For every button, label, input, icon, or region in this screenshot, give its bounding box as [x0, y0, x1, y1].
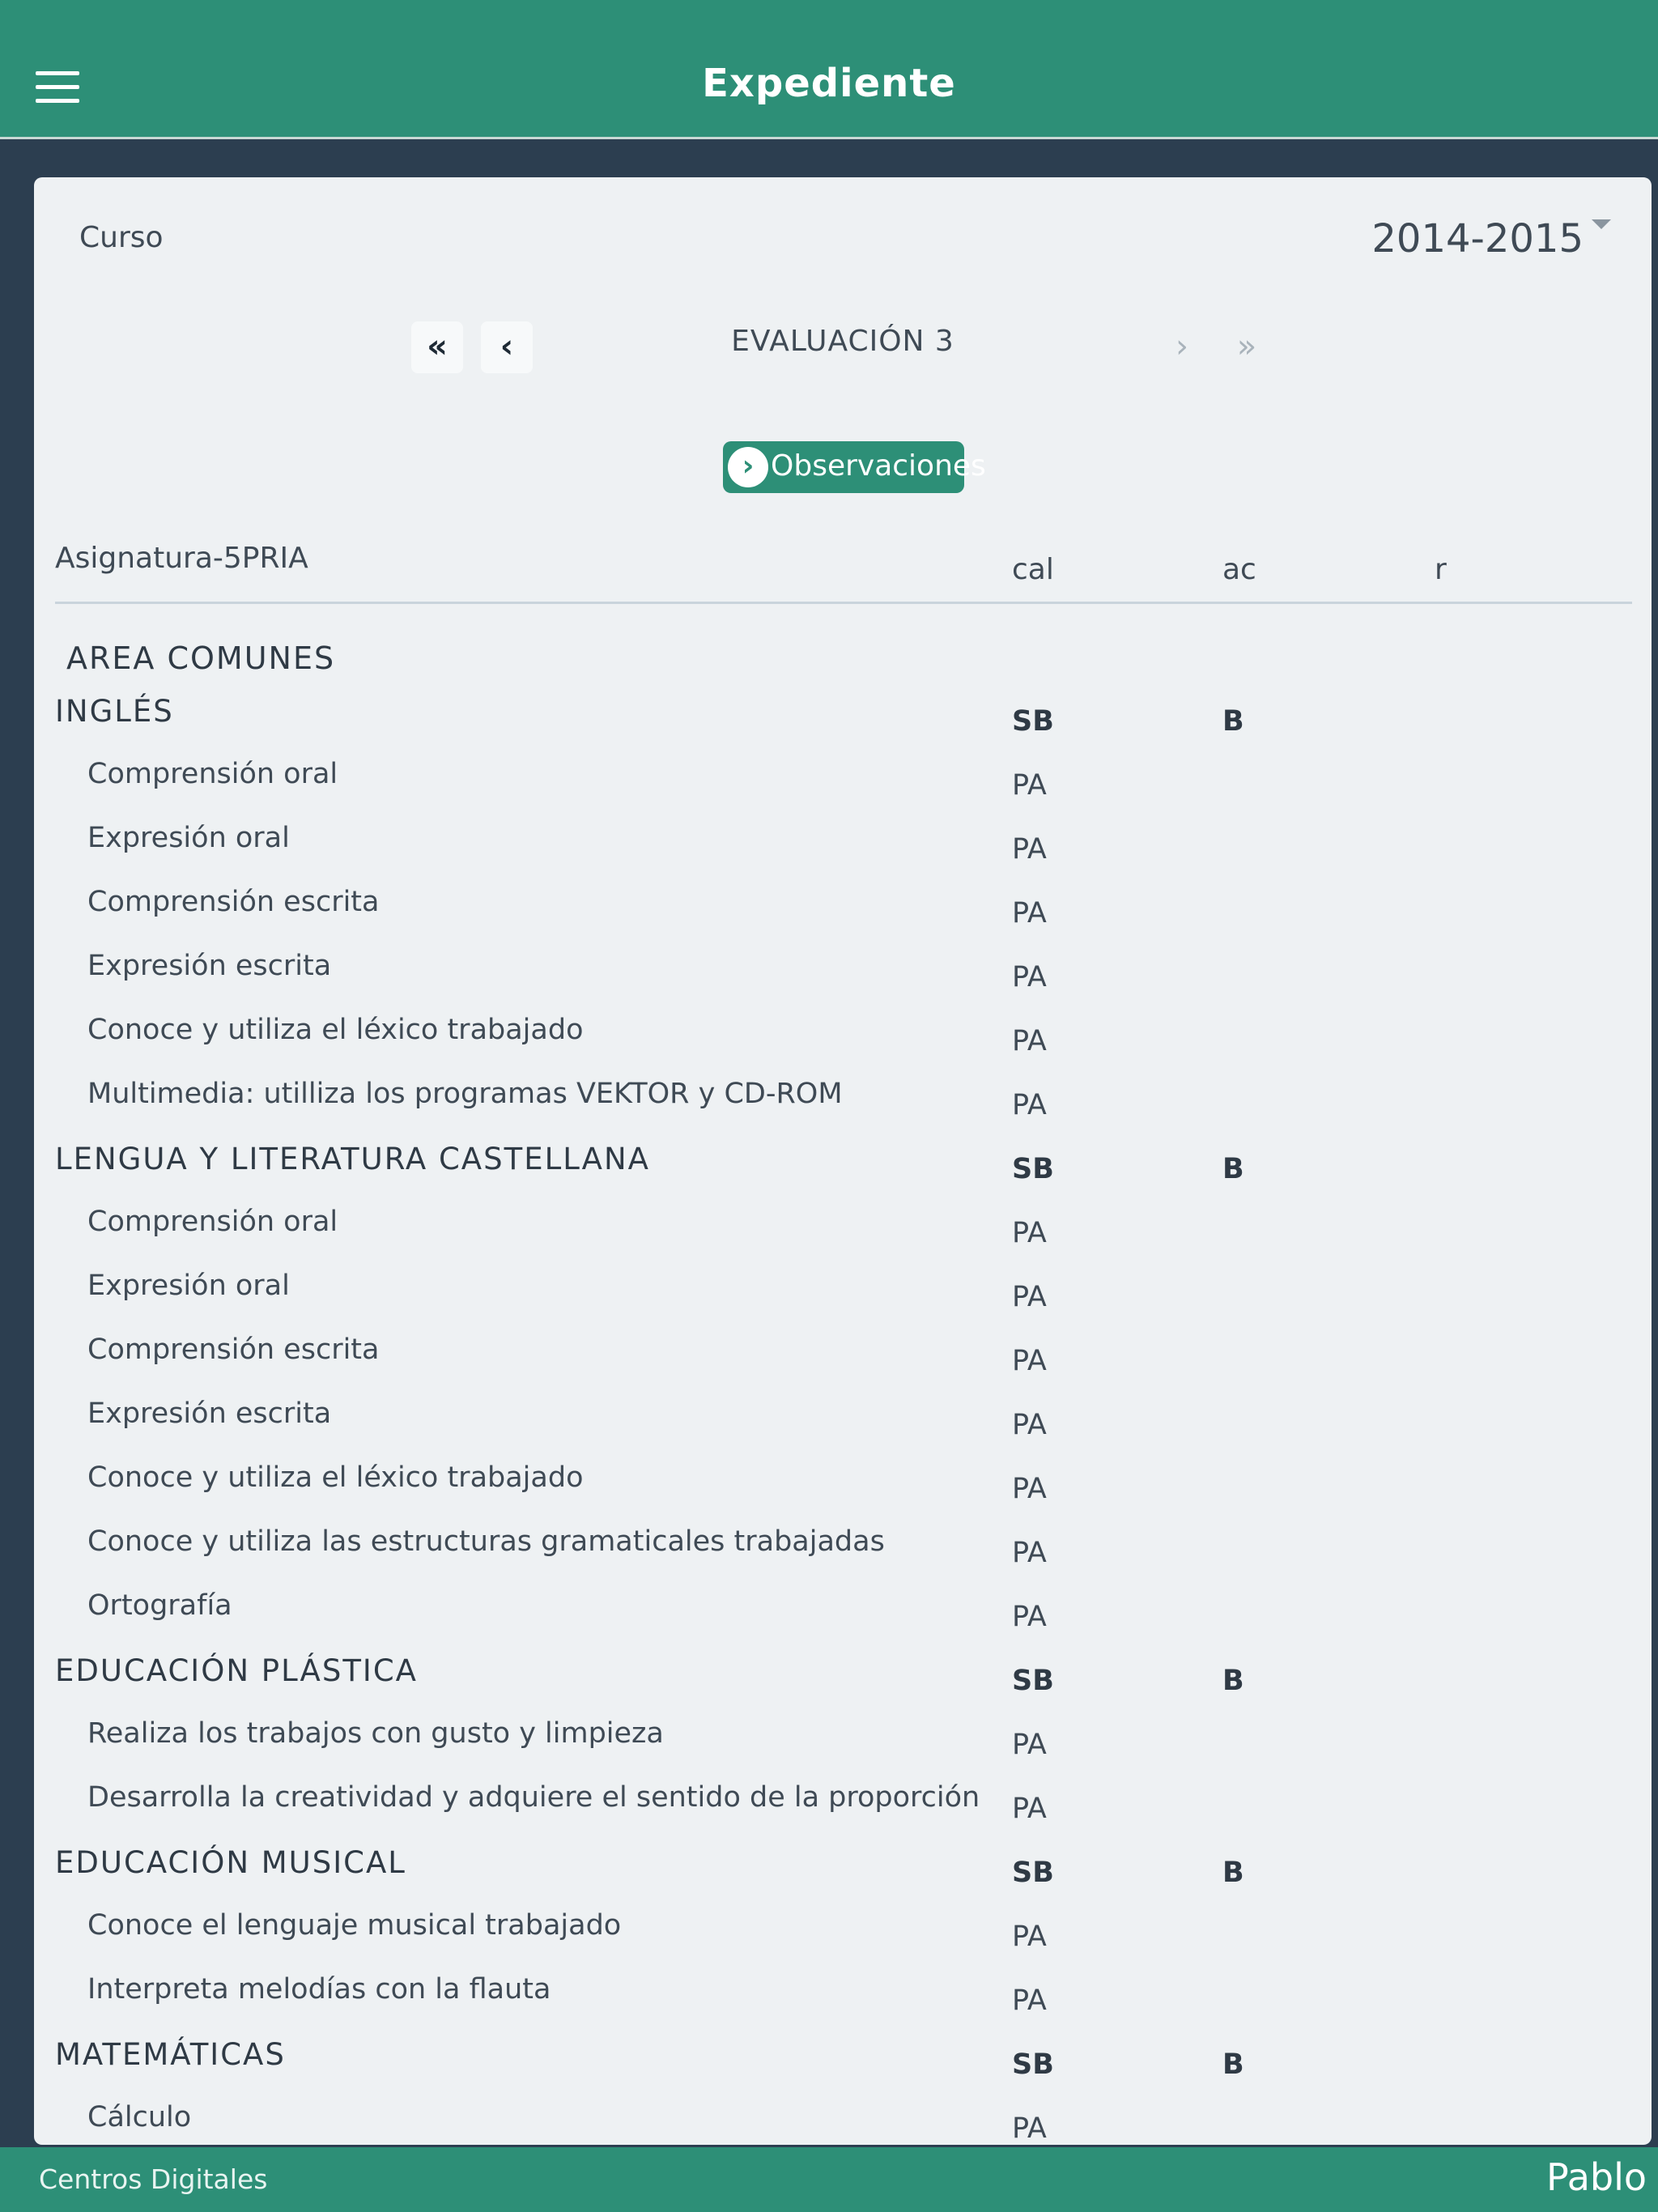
grade-cal: PA [1012, 833, 1047, 866]
subject-row [34, 2037, 1652, 2101]
criterion-name: Expresión escrita [87, 1397, 332, 1430]
column-header-subject: Asignatura-5PRIA [55, 542, 308, 575]
grade-ac: B [1222, 1153, 1244, 1185]
subject-row [34, 1142, 1652, 1206]
criterion-name: Interpreta melodías con la flauta [87, 1973, 551, 2006]
year-select[interactable] [1371, 216, 1611, 262]
curso-label: Curso [79, 221, 164, 254]
grade-cal: SB [1012, 1857, 1054, 1889]
criterion-row [34, 1078, 1652, 1142]
criterion-row [34, 1525, 1652, 1589]
grade-cal: SB [1012, 2048, 1054, 2081]
grade-cal: PA [1012, 1601, 1047, 1633]
criterion-row [34, 822, 1652, 886]
grade-cal: SB [1012, 1153, 1054, 1185]
criterion-row [34, 950, 1652, 1014]
criterion-name: Conoce el lenguaje musical trabajado [87, 1909, 622, 1942]
criterion-name: Conoce y utiliza el léxico trabajado [87, 1461, 584, 1494]
prev-evaluation-button[interactable]: ‹ [481, 321, 533, 373]
grade-cal: PA [1012, 1281, 1047, 1313]
criterion-name: Comprensión escrita [87, 1334, 380, 1366]
grade-ac: B [1222, 1665, 1244, 1697]
criterion-row [34, 1589, 1652, 1653]
grade-cal: PA [1012, 1984, 1047, 2017]
grade-ac: B [1222, 1857, 1244, 1889]
subject-row [34, 1845, 1652, 1909]
criterion-name: Ortografía [87, 1589, 232, 1622]
criterion-name: Comprensión oral [87, 1206, 338, 1238]
criterion-row [34, 1014, 1652, 1078]
grade-cal: PA [1012, 1921, 1047, 1953]
caret-down-icon [1592, 219, 1611, 229]
criterion-name: Expresión escrita [87, 950, 332, 982]
criterion-name: Desarrolla la creatividad y adquiere el sentido de la proporción [87, 1781, 980, 1814]
user-name: Pablo [1546, 2155, 1647, 2199]
first-evaluation-button[interactable]: « [411, 321, 463, 373]
subject-name: LENGUA Y LITERATURA CASTELLANA [55, 1142, 650, 1176]
expediente-card [34, 177, 1652, 2145]
criterion-row [34, 1909, 1652, 1973]
subject-name: MATEMÁTICAS [55, 2037, 286, 2072]
column-header-cal: cal [1012, 553, 1054, 586]
criterion-row [34, 1270, 1652, 1334]
grade-ac: B [1222, 705, 1244, 738]
table-header-divider [55, 602, 1632, 604]
subject-name: INGLÉS [55, 694, 174, 729]
grade-cal: PA [1012, 769, 1047, 802]
evaluation-label: EVALUACIÓN 3 [731, 325, 954, 358]
grade-cal: PA [1012, 1473, 1047, 1505]
criterion-row [34, 1717, 1652, 1781]
grade-cal: PA [1012, 1217, 1047, 1249]
grade-cal: PA [1012, 1345, 1047, 1377]
criterion-row [34, 1334, 1652, 1397]
grade-cal: PA [1012, 1537, 1047, 1569]
grade-cal: SB [1012, 705, 1054, 738]
column-header-r: r [1435, 553, 1447, 586]
criterion-name: Expresión oral [87, 822, 290, 854]
grade-ac: B [1222, 2048, 1244, 2081]
criterion-name: Conoce y utiliza el léxico trabajado [87, 1014, 584, 1046]
chevron-right-circle-icon: › [728, 447, 768, 487]
grade-cal: PA [1012, 1025, 1047, 1057]
subject-name: EDUCACIÓN MUSICAL [55, 1845, 406, 1880]
footer-brand: Centros Digitales [39, 2163, 268, 2195]
criterion-row [34, 1973, 1652, 2037]
criterion-name: Comprensión oral [87, 758, 338, 790]
grade-cal: PA [1012, 961, 1047, 993]
group-title: AREA COMUNES [66, 640, 336, 676]
criterion-row [34, 1397, 1652, 1461]
criterion-name: Conoce y utiliza las estructuras gramaticales trabajadas [87, 1525, 885, 1558]
last-evaluation-button[interactable]: » [1221, 321, 1273, 373]
grade-cal: PA [1012, 897, 1047, 929]
criterion-row [34, 1206, 1652, 1270]
criterion-name: Multimedia: utilliza los programas VEKTOR y CD-ROM [87, 1078, 843, 1110]
grade-cal: PA [1012, 2112, 1047, 2145]
grade-cal: PA [1012, 1409, 1047, 1441]
criterion-name: Cálculo [87, 2101, 192, 2133]
criterion-name: Comprensión escrita [87, 886, 380, 918]
grade-cal: PA [1012, 1793, 1047, 1825]
criterion-name: Expresión oral [87, 1270, 290, 1302]
grade-cal: PA [1012, 1089, 1047, 1121]
criterion-name: Realiza los trabajos con gusto y limpieza [87, 1717, 664, 1750]
criterion-row [34, 758, 1652, 822]
observaciones-label: Observaciones [771, 449, 986, 483]
grade-cal: SB [1012, 1665, 1054, 1697]
criterion-row [34, 1461, 1652, 1525]
column-header-ac: ac [1222, 553, 1256, 586]
page-title: Expediente [702, 61, 956, 106]
year-select-value: 2014-2015 [1371, 216, 1584, 262]
criterion-row [34, 2101, 1652, 2145]
criterion-row [34, 1781, 1652, 1845]
grade-cal: PA [1012, 1729, 1047, 1761]
subject-row [34, 1653, 1652, 1717]
subject-row [34, 694, 1652, 758]
app-footer [0, 2147, 1658, 2212]
subject-name: EDUCACIÓN PLÁSTICA [55, 1653, 418, 1688]
app-header [0, 0, 1658, 139]
observaciones-button[interactable] [723, 441, 986, 493]
criterion-row [34, 886, 1652, 950]
next-evaluation-button[interactable]: › [1156, 321, 1208, 373]
